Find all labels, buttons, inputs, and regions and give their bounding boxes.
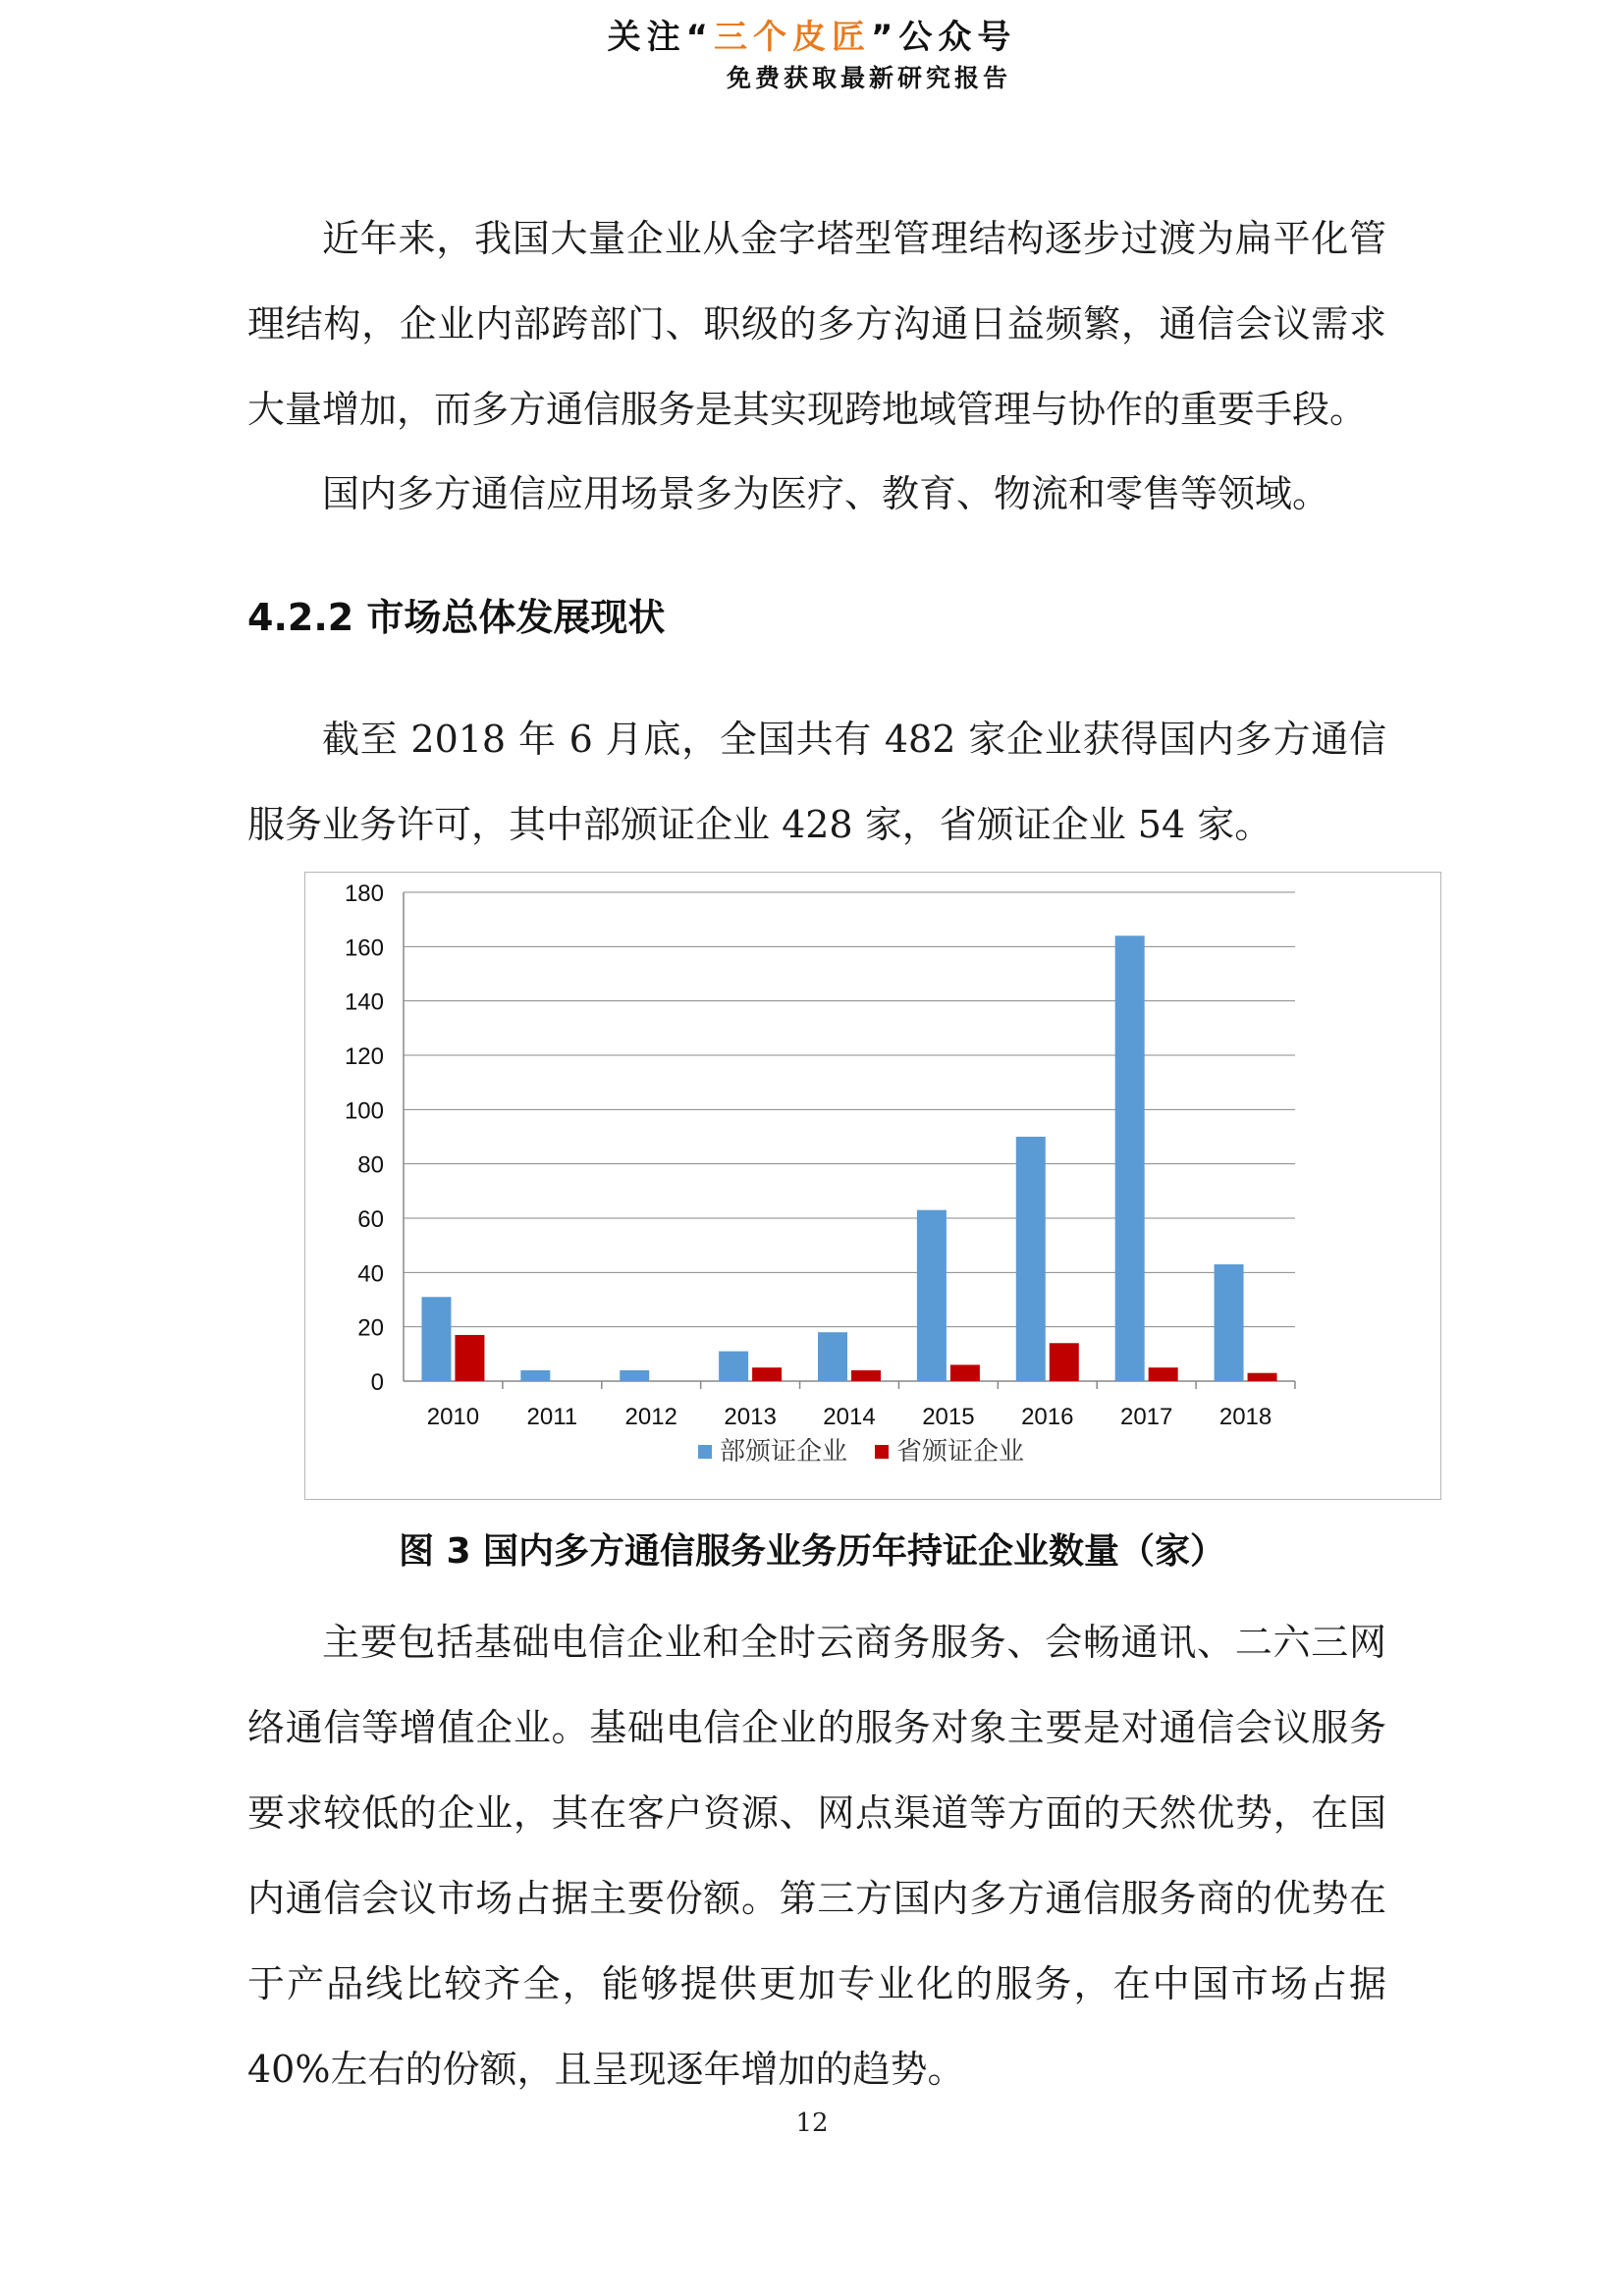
y-tick-label: 160 [344,934,384,962]
bar-series-2 [851,1370,881,1381]
y-tick-label: 100 [344,1097,384,1125]
x-tick-label: 2011 [526,1404,578,1430]
bar-series-1 [620,1370,649,1381]
bar-series-1 [1016,1137,1046,1381]
section-heading: 4.2.2 市场总体发展现状 [247,596,666,639]
chart-bars [421,935,1276,1381]
bar-series-2 [752,1367,782,1381]
paragraph-intro: 近年来，我国大量企业从金字塔型管理结构逐步过渡为扁平化管理结构，企业内部跨部门、职级的多方沟通日益频繁，通信会议需求大量增加，而多方通信服务是其实现跨地域管理与协作的重要手段。 [247,217,1386,431]
y-tick-label: 60 [357,1206,384,1233]
x-tick-label: 2015 [922,1404,975,1430]
header-subtitle: 免费获取最新研究报告 [727,64,1012,92]
y-tick-label: 20 [357,1314,384,1342]
bar-chart-svg [305,873,1442,1501]
bar-series-2 [1050,1343,1079,1381]
chart-legend [698,1436,1024,1466]
chart-gridlines [404,892,1295,1327]
legend-swatch [875,1445,889,1459]
paragraph-scenarios: 国内多方通信应用场景多为医疗、教育、物流和零售等领域。 [322,472,1330,515]
y-tick-label: 80 [357,1151,384,1179]
y-tick-label: 120 [344,1043,384,1070]
paragraph-licenses: 截至 2018 年 6 月底，全国共有 482 家企业获得国内多方通信服务业务许可，其中部颁证企业 428 家，省颁证企业 54 家。 [247,718,1386,846]
y-tick-label: 0 [370,1369,384,1396]
y-tick-label: 180 [344,881,384,907]
bar-series-1 [520,1370,550,1381]
x-tick-label: 2010 [426,1404,480,1430]
bar-series-2 [455,1335,484,1381]
bar-series-1 [1115,935,1145,1381]
y-tick-label: 40 [357,1260,384,1288]
header-title: 关注“三个皮匠”公众号 [607,18,1017,57]
bar-series-1 [719,1352,748,1381]
x-tick-label: 2016 [1021,1404,1074,1430]
bar-series-2 [950,1364,980,1381]
bar-series-1 [818,1332,847,1381]
y-tick-label: 140 [344,988,384,1016]
x-tick-label: 2014 [823,1404,876,1430]
x-tick-label: 2017 [1119,1404,1173,1430]
legend-label: 省颁证企业 [896,1436,1025,1466]
x-tick-label: 2018 [1218,1404,1272,1430]
chart-axes [404,892,1295,1389]
figure-caption: 图 3 国内多方通信服务业务历年持证企业数量（家） [398,1531,1226,1572]
bar-series-1 [1215,1264,1244,1381]
header-title-highlight: 三个皮匠 [714,18,871,57]
bar-series-1 [917,1210,947,1381]
paragraph-providers: 主要包括基础电信企业和全时云商务服务、会畅通讯、二六三网络通信等增值企业。基础电信企业的服务对象主要是对通信会议服务要求较低的企业，其在客户资源、网点渠道等方面的天然优势，在国内通信会议市场占据主要份额。第三方国内多方通信服务商的优势在于产品线比较齐全，能够提供更加专业化的服务，在中国市场占据 40%左右的份额，且呈现逐年增加的趋势。 [247,1621,1386,2091]
legend-label: 部颁证企业 [720,1436,848,1466]
bar-chart [304,872,1441,1500]
legend-swatch [698,1445,712,1459]
x-tick-label: 2013 [724,1404,777,1430]
page-number: 12 [795,2109,829,2138]
x-tick-label: 2012 [624,1404,677,1430]
bar-series-2 [1248,1373,1277,1381]
bar-series-2 [1149,1367,1178,1381]
bar-series-1 [421,1297,451,1381]
